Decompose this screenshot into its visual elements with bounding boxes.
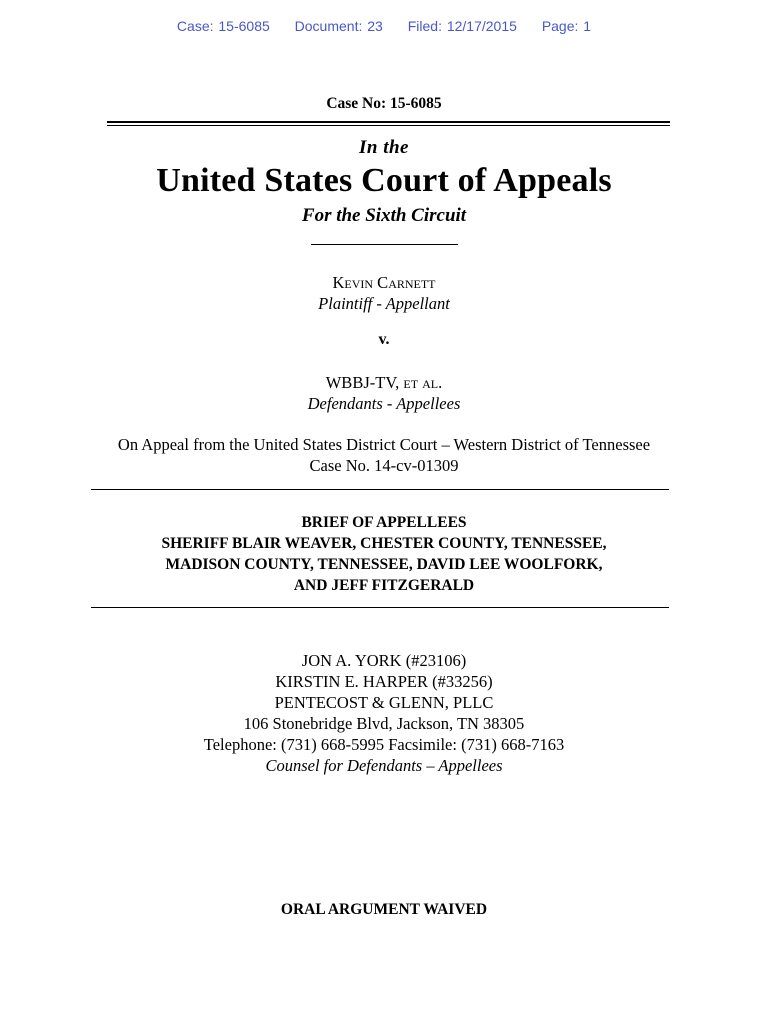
brief-line-2: SHERIFF BLAIR WEAVER, CHESTER COUNTY, TENNESSEE, xyxy=(161,535,607,552)
stamp-filed: Filed: 12/17/2015 xyxy=(407,18,517,34)
stamp-document: Document: 23 xyxy=(294,18,383,34)
counsel-role: Counsel for Defendants – Appellees xyxy=(265,756,503,775)
defendant-suffix: et al. xyxy=(403,373,443,392)
attorney-2: KIRSTIN E. HARPER (#33256) xyxy=(275,672,493,691)
short-divider xyxy=(311,244,458,245)
defendant-role: Defendants - Appellees xyxy=(307,394,461,413)
defendant-block xyxy=(0,372,768,414)
firm-address: 106 Stonebridge Blvd, Jackson, TN 38305 xyxy=(243,714,525,733)
brief-line-1: BRIEF OF APPELLEES xyxy=(301,514,467,531)
court-prefix: In the xyxy=(359,137,409,158)
plaintiff-role: Plaintiff - Appellant xyxy=(318,294,450,313)
versus: v. xyxy=(378,331,390,348)
plaintiff-block xyxy=(0,272,768,314)
divider-bottom xyxy=(91,607,669,608)
attorney-1: JON A. YORK (#23106) xyxy=(301,651,467,670)
brief-line-3: MADISON COUNTY, TENNESSEE, DAVID LEE WOOLFORK, xyxy=(165,556,603,573)
district-case-number: Case No. 14-cv-01309 xyxy=(309,456,459,475)
appeal-block xyxy=(0,434,768,476)
stamp-page: Page: 1 xyxy=(541,18,592,34)
brief-title xyxy=(0,512,768,596)
divider-top xyxy=(91,489,669,490)
case-number: Case No: 15-6085 xyxy=(326,95,442,112)
court-circuit: For the Sixth Circuit xyxy=(301,205,467,226)
appeal-from: On Appeal from the United States District Court – Western District of Tennessee xyxy=(117,435,651,454)
court-name: United States Court of Appeals xyxy=(156,162,612,199)
brief-line-4: AND JEFF FITZGERALD xyxy=(293,577,475,594)
counsel-block xyxy=(0,650,768,776)
stamp-case: Case: 15-6085 xyxy=(176,18,270,34)
oral-argument-notice: ORAL ARGUMENT WAIVED xyxy=(280,901,488,918)
firm-phone-fax: Telephone: (731) 668-5995 Facsimile: (731) 668-7163 xyxy=(203,735,565,754)
defendant-name: WBBJ-TV, xyxy=(325,373,400,392)
plaintiff-name: Kevin Carnett xyxy=(332,273,436,292)
filing-stamp xyxy=(0,18,768,34)
double-divider xyxy=(107,121,670,126)
law-firm: PENTECOST & GLENN, PLLC xyxy=(274,693,494,712)
